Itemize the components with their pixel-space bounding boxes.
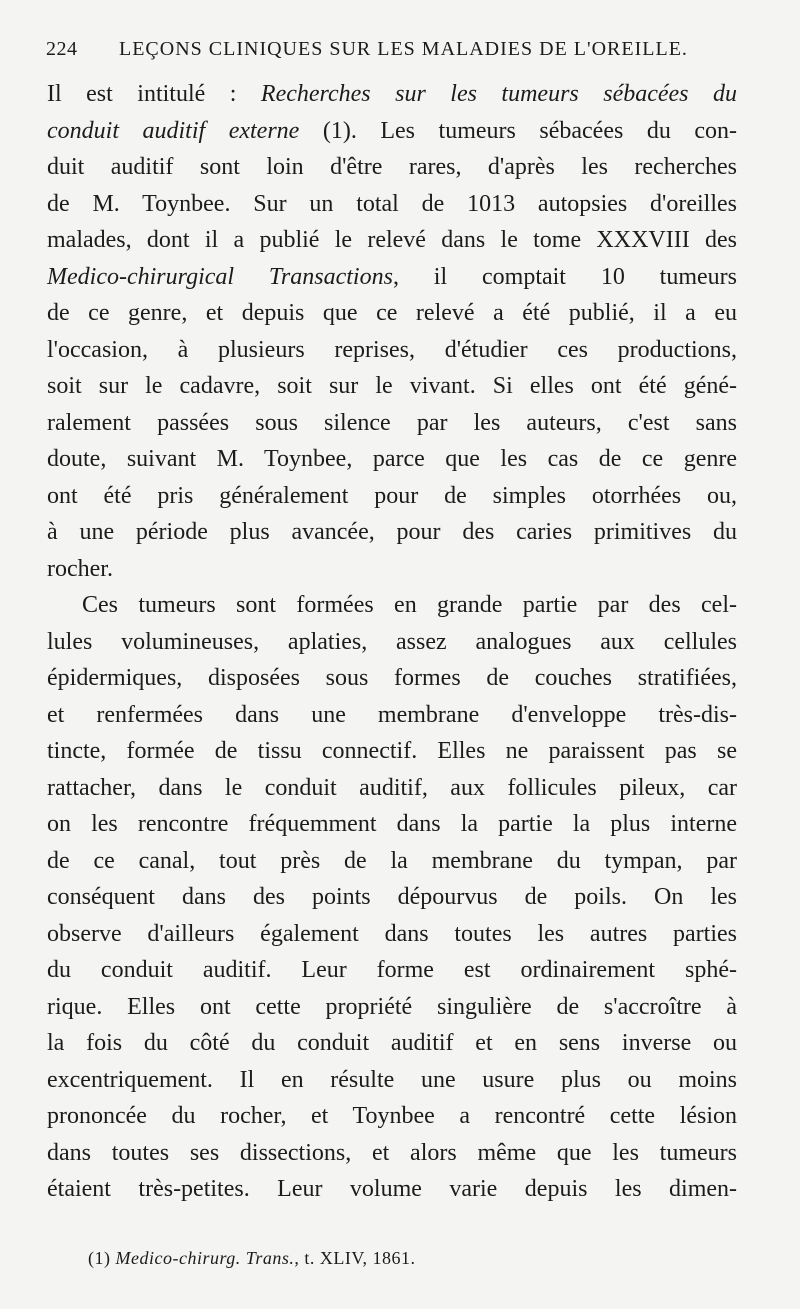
text-line: l'occasion, à plusieurs reprises, d'étudier ces productions, <box>47 336 737 363</box>
text-line: la fois du côté du conduit auditif et en sens inverse ou <box>47 1030 737 1056</box>
paragraph-start-line: Ces tumeurs sont formées en grande partie par des cel- <box>82 592 737 618</box>
text-line: de ce genre, et depuis que ce relevé a été publié, il a eu <box>47 300 737 326</box>
footnote <box>88 1248 416 1269</box>
text-line: étaient très-petites. Leur volume varie depuis les dimen- <box>47 1176 737 1202</box>
running-title: LEÇONS CLINIQUES SUR LES MALADIES DE L'OREILLE. <box>119 38 688 60</box>
text-line: doute, suivant M. Toynbee, parce que les cas de ce genre <box>47 446 737 472</box>
body-text <box>47 76 737 1208</box>
text-line: conduit auditif externe (1). Les tumeurs sébacées du con- <box>47 117 737 144</box>
text-line: lules volumineuses, aplaties, assez analogues aux cellules <box>47 628 737 655</box>
paragraph-end-line: rocher. <box>47 555 113 582</box>
text-line: Il est intitulé : Recherches sur les tumeurs sébacées du <box>47 81 738 107</box>
text-line: on les rencontre fréquemment dans la partie la plus interne <box>47 811 737 837</box>
text-line: excentriquement. Il en résulte une usure plus ou moins <box>47 1066 737 1093</box>
text-line: conséquent dans des points dépourvus de poils. On les <box>47 884 737 910</box>
text-line: ont été pris généralement pour de simples otorrhées ou, <box>47 482 737 509</box>
text-line: duit auditif sont loin d'être rares, d'après les recherches <box>47 154 737 180</box>
footnote-citation: Medico-chirurg. Trans. <box>115 1248 295 1268</box>
running-head <box>46 38 746 64</box>
text-line: du conduit auditif. Leur forme est ordinairement sphé- <box>47 957 737 983</box>
text-line: épidermiques, disposées sous formes de couches stratifiées, <box>47 665 737 691</box>
footnote-details: , t. XLIV, 1861. <box>294 1248 416 1268</box>
text-line: tincte, formée de tissu connectif. Elles ne paraissent pas se <box>47 738 737 764</box>
text-line: dans toutes ses dissections, et alors même que les tumeurs <box>47 1139 737 1166</box>
text-line: prononcée du rocher, et Toynbee a rencontré cette lésion <box>47 1103 737 1129</box>
text-line: ralement passées sous silence par les auteurs, c'est sans <box>47 409 737 436</box>
text-line: à une période plus avancée, pour des caries primitives du <box>47 519 737 545</box>
text-line: rique. Elles ont cette propriété singulière de s'accroître à <box>47 993 737 1020</box>
text-line: malades, dont il a publié le relevé dans le tome XXXVIII des <box>47 227 737 253</box>
text-line: Medico-chirurgical Transactions, il comptait 10 tumeurs <box>47 263 737 290</box>
text-line: de ce canal, tout près de la membrane du tympan, par <box>47 847 737 874</box>
text-line: et renfermées dans une membrane d'enveloppe très-dis- <box>47 701 737 728</box>
text-line: de M. Toynbee. Sur un total de 1013 autopsies d'oreilles <box>47 190 737 217</box>
text-line: rattacher, dans le conduit auditif, aux follicules pileux, car <box>47 774 737 801</box>
footnote-marker: (1) <box>88 1248 111 1268</box>
text-line: observe d'ailleurs également dans toutes les autres parties <box>47 920 737 947</box>
text-line: soit sur le cadavre, soit sur le vivant. Si elles ont été géné- <box>47 373 737 399</box>
page-number: 224 <box>46 38 78 60</box>
